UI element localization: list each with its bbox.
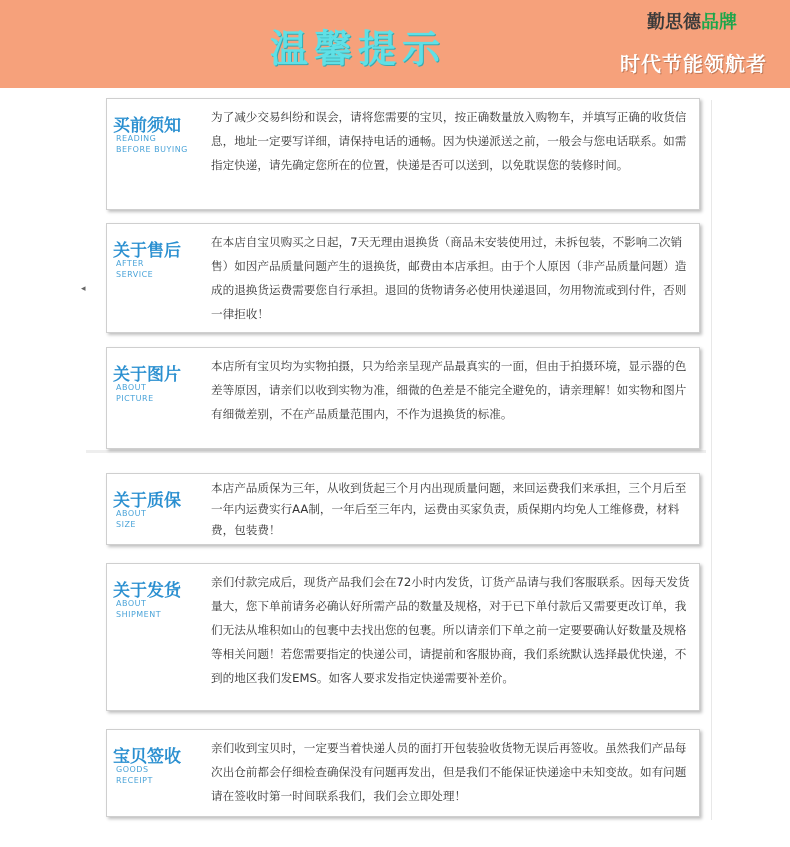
card-en-line2: SHIPMENT <box>116 610 162 619</box>
notice-card-warranty <box>106 473 700 545</box>
card-en-line2: PICTURE <box>116 394 154 403</box>
card-title: 关于图片 <box>113 365 181 385</box>
card-en-line1: ABOUT <box>116 599 147 608</box>
scroll-left-icon[interactable]: ◂ <box>81 284 86 294</box>
brand-accent: 品牌 <box>701 12 737 33</box>
notice-card-shipment <box>106 563 700 711</box>
notice-card-after-service <box>106 223 700 333</box>
card-text: 亲们收到宝贝时，一定要当着快递人员的面打开包装验收货物无误后再签收。虽然我们产品每次出仓前都会仔细检查确保没有问题再发出，但是我们不能保证快递途中未知变故。如有问题请在签收时第一时间联系我们，我们会立即处理！ <box>211 741 687 803</box>
notice-card-receipt <box>106 729 700 817</box>
card-title: 关于质保 <box>113 491 181 511</box>
header-banner <box>0 0 790 88</box>
card-en-line1: AFTER <box>116 259 144 268</box>
card-text: 在本店自宝贝购买之日起，7天无理由退换货（商品未安装使用过，未拆包装，不影响二次销售）如因产品质量问题产生的退换货，邮费由本店承担。由于个人原因（非产品质量问题）造成的退换货运费需要您自行承担。退回的货物请务必使用快递退回，勿用物流或到付件，否则一律拒收！ <box>211 235 687 321</box>
card-en-line2: SERVICE <box>116 270 154 279</box>
card-title: 关于发货 <box>113 581 181 601</box>
card-text: 本店所有宝贝均为实物拍摄，只为给亲呈现产品最真实的一面，但由于拍摄环境，显示器的色差等原因，请亲们以收到实物为准，细微的色差是不能完全避免的，请亲理解！如实物和图片有细微差别，不在产品质量范围内，不作为退换货的标准。 <box>211 359 687 421</box>
card-text: 亲们付款完成后，现货产品我们会在72小时内发货，订货产品请与我们客服联系。因每天发货量大，您下单前请务必确认好所需产品的数量及规格，对于已下单付款后又需要更改订单，我们无法从堆积如山的包裹中去找出您的包裹。所以请亲们下单之前一定要要确认好数量及规格等相关问题！若您需要指定的快递公司，请提前和客服协商，我们系统默认选择最优快递，不到的地区我们发EMS。如客人要求发指定快递需要补差价。 <box>211 575 690 685</box>
card-en-line2: BEFORE BUYING <box>116 145 188 154</box>
card-title: 关于售后 <box>113 241 181 261</box>
notice-card-picture <box>106 347 700 449</box>
card-en-line2: SIZE <box>116 520 136 529</box>
card-title: 买前须知 <box>113 116 181 136</box>
notice-card-before-buying <box>106 98 700 210</box>
brand-name <box>647 8 737 34</box>
section-divider <box>86 450 706 453</box>
right-edge-line <box>711 100 712 820</box>
card-en-line2: RECEIPT <box>116 776 153 785</box>
card-en-line1: ABOUT <box>116 383 147 392</box>
card-en-line1: GOODS <box>116 765 149 774</box>
card-text: 为了减少交易纠纷和误会，请将您需要的宝贝，按正确数量放入购物车，并填写正确的收货信息，地址一定要写详细，请保持电话的通畅。因为快递派送之前，一般会与您电话联系。如需指定快递，请先确定您所在的位置，快递是否可以送到，以免耽误您的装修时间。 <box>211 110 687 172</box>
card-en-line1: READING <box>116 134 157 143</box>
card-en-line1: ABOUT <box>116 509 147 518</box>
page-title: 温馨提示 <box>270 27 447 71</box>
brand-name-text: 勤思德 <box>647 12 701 33</box>
brand-slogan: 时代节能领航者 <box>620 52 767 76</box>
card-text: 本店产品质保为三年，从收到货起三个月内出现质量问题，来回运费我们来承担，三个月后至一年内运费实行AA制，一年后至三年内，运费由买家负责，质保期内均免人工维修费，材料费，包装费！ <box>211 481 687 537</box>
card-title: 宝贝签收 <box>113 747 181 767</box>
